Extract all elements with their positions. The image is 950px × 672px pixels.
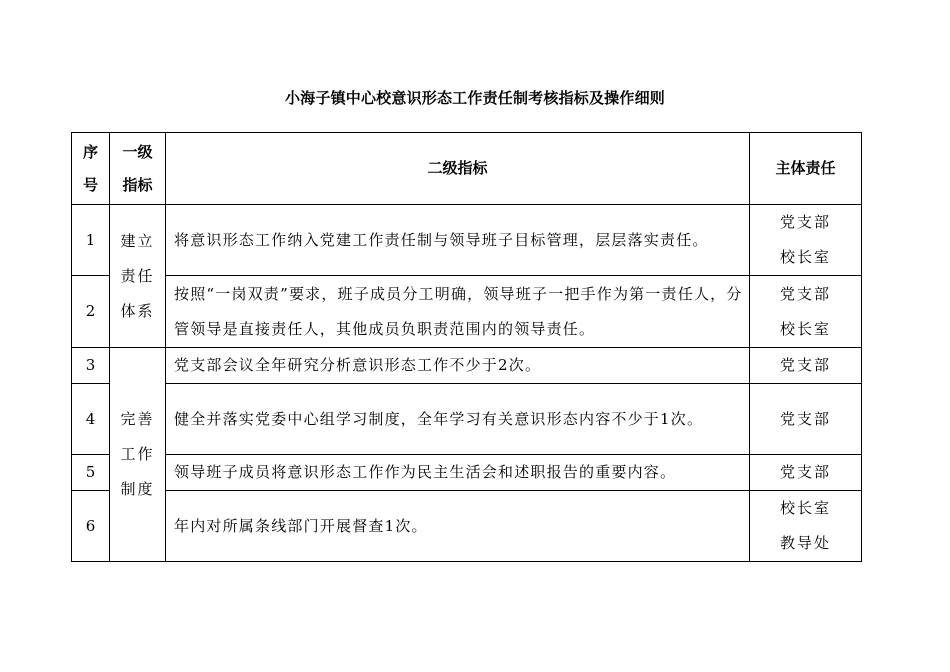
table-row (72, 276, 862, 348)
header-owner: 主体责任 (750, 133, 862, 205)
row-indicator: 年内对所属条线部门开展督查1次。 (166, 491, 750, 562)
row-owner (750, 384, 862, 455)
owner-line: 教导处 (779, 534, 831, 552)
owner-line: 党支部 (779, 284, 831, 303)
owner-line: 校长室 (779, 319, 831, 338)
header-seq-line2: 号 (82, 175, 98, 194)
table-row (72, 491, 862, 562)
level1-label-line: 建立 (120, 231, 155, 250)
row-indicator: 健全并落实党委中心组学习制度，全年学习有关意识形态内容不少于1次。 (166, 384, 750, 455)
owner-line: 党支部 (779, 356, 831, 374)
criteria-table (71, 132, 862, 562)
row-owner (750, 205, 862, 276)
row-seq: 1 (72, 205, 110, 276)
table-row (72, 348, 862, 384)
table-row (72, 455, 862, 491)
row-seq: 5 (72, 455, 110, 491)
row-seq: 3 (72, 348, 110, 384)
level1-label-line: 工作 (120, 445, 155, 463)
owner-line: 党支部 (779, 409, 831, 428)
level1-group-cell (110, 205, 166, 348)
level1-label-line: 责任 (120, 266, 155, 285)
row-indicator: 领导班子成员将意识形态工作作为民主生活会和述职报告的重要内容。 (166, 455, 750, 491)
header-level1-line2: 指标 (122, 175, 153, 194)
row-owner (750, 455, 862, 491)
row-owner (750, 491, 862, 562)
table-row (72, 205, 862, 276)
row-owner (750, 276, 862, 348)
header-seq (72, 133, 110, 205)
row-indicator: 将意识形态工作纳入党建工作责任制与领导班子目标管理，层层落实责任。 (166, 205, 750, 276)
owner-line: 校长室 (779, 499, 831, 517)
row-seq: 6 (72, 491, 110, 562)
level1-label-line: 体系 (120, 301, 155, 320)
header-level2: 二级指标 (166, 133, 750, 205)
owner-line: 党支部 (779, 213, 831, 231)
level1-label-line: 完善 (120, 410, 155, 428)
row-indicator: 党支部会议全年研究分析意识形态工作不少于2次。 (166, 348, 750, 384)
row-indicator: 按照“一岗双责”要求，班子成员分工明确，领导班子一把手作为第一责任人，分管领导是直接责任人，其他成员负职责范围内的领导责任。 (166, 276, 750, 348)
header-row (72, 133, 862, 205)
row-owner (750, 348, 862, 384)
header-seq-line1: 序 (82, 142, 98, 161)
header-level1 (110, 133, 166, 205)
table-row (72, 384, 862, 455)
owner-line: 党支部 (779, 463, 831, 481)
level1-label-line: 制度 (120, 480, 155, 498)
level1-group-cell (110, 348, 166, 562)
owner-line: 校长室 (779, 248, 831, 266)
row-seq: 4 (72, 384, 110, 455)
header-level1-line1: 一级 (122, 142, 153, 161)
document-title: 小海子镇中心校意识形态工作责任制考核指标及操作细则 (284, 89, 665, 107)
row-seq: 2 (72, 276, 110, 348)
